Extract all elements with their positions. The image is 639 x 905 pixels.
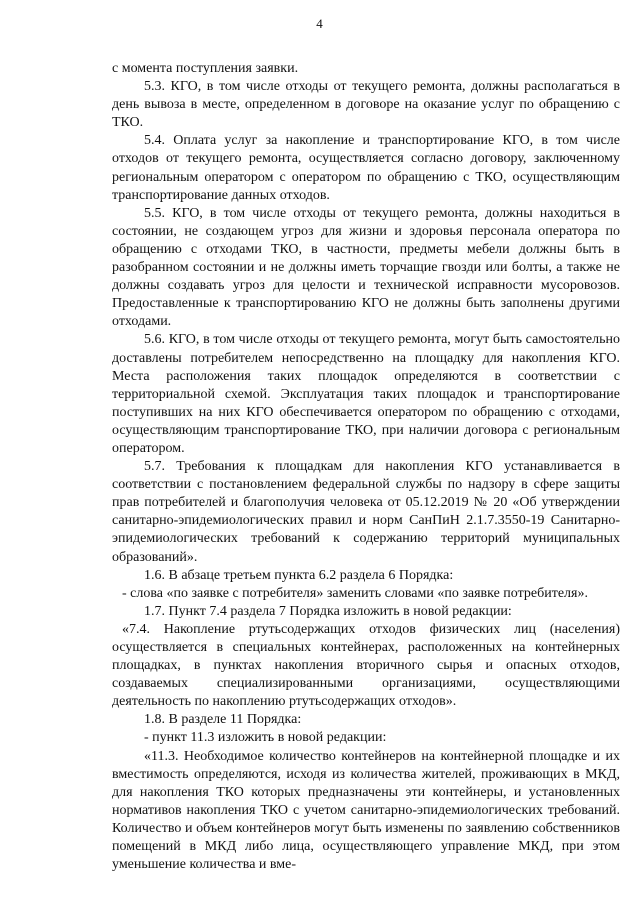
paragraph-5-3: 5.3. КГО, в том числе отходы от текущего ремонта, должны располагаться в день вывоза в месте, определенном в договоре на оказание услуг по обращению с ТКО. bbox=[112, 79, 620, 131]
paragraph-1-7: 1.7. Пункт 7.4 раздела 7 Порядка изложить в новой редакции: bbox=[144, 603, 512, 619]
paragraph-5-6: 5.6. КГО, в том числе отходы от текущего ремонта, могут быть самостоятельно доставлены потребителем непосредственно на площадку для накопления КГО. Места расположения таких площадок определяются в соответствии с территориальной схемой. Эксплуатация таких площадок и транспортирование поступивших на них КГО обеспечивается оператором по обращению с отходами, осуществляющим транспортирование ТКО, при наличии договора с региональным оператором. bbox=[112, 332, 620, 456]
document-body bbox=[112, 60, 620, 874]
paragraph-1-8: 1.8. В разделе 11 Порядка: bbox=[144, 712, 302, 728]
paragraph-5-5: 5.5. КГО, в том числе отходы от текущего ремонта, должны находиться в состоянии, не создающем угроз для жизни и здоровья персонала оператора по обращению с отходами ТКО, в частности, предметы мебели должны быть в разобранном состоянии и не должны иметь торчащие гвозди или болты, а также не должны создавать угроз для целости и технической исправности мусоровозов. Предоставленные к транспортированию КГО не должны быть заполнены другими отходами. bbox=[112, 205, 620, 330]
paragraph-7-4: «7.4. Накопление ртутьсодержащих отходов физических лиц (населения) осуществляется в специальных контейнерах, расположенных на контейнерных площадках, в пунктах накопления вторичного сырья и опасных отходов, создаваемых специализированными организациями, осуществляющими деятельность по накоплению ртутьсодержащих отходов». bbox=[112, 621, 620, 710]
paragraph-continuation: с момента поступления заявки. bbox=[112, 61, 299, 76]
page-number: 4 bbox=[316, 16, 323, 31]
paragraph-11-3: «11.3. Необходимое количество контейнеров на контейнерной площадке и их вместимость определяются, исходя из количества жителей, проживающих в МКД, для накопления ТКО которых предназначены эти контейнеры, и установленных нормативов накопления ТКО с учетом санитарно-эпидемиологических требований. Количество и объем контейнеров могут быть изменены по заявлению собственников помещений в МКД либо лица, осуществляющего управление МКД, при этом уменьшение количества и вме- bbox=[112, 748, 620, 873]
paragraph-5-4: 5.4. Оплата услуг за накопление и транспортирование КГО, в том числе отходов от текущего ремонта, осуществляется согласно договору, заключенному региональным оператором с оператором по обращению с ТКО, осуществляющим транспортирование данных отходов. bbox=[112, 133, 620, 203]
paragraph-11-3-intro: - пункт 11.3 изложить в новой редакции: bbox=[144, 730, 387, 746]
paragraph-5-7: 5.7. Требования к площадкам для накопления КГО устанавливается в соответствии с постановлением федеральной службы по надзору в сфере защиты прав потребителей и благополучия человека от 05.12.2019 № 20 «Об утверждении санитарно-эпидемиологических правил и норм СанПиН 2.1.7.3550-19 Санитарно-эпидемиологических требований к содержанию территорий муниципальных образований». bbox=[112, 459, 620, 565]
paragraph-1-6: 1.6. В абзаце третьем пункта 6.2 раздела 6 Порядка: bbox=[144, 567, 454, 583]
paragraph-1-6-words: - слова «по заявке с потребителя» заменить словами «по заявке потребителя». bbox=[122, 585, 588, 601]
